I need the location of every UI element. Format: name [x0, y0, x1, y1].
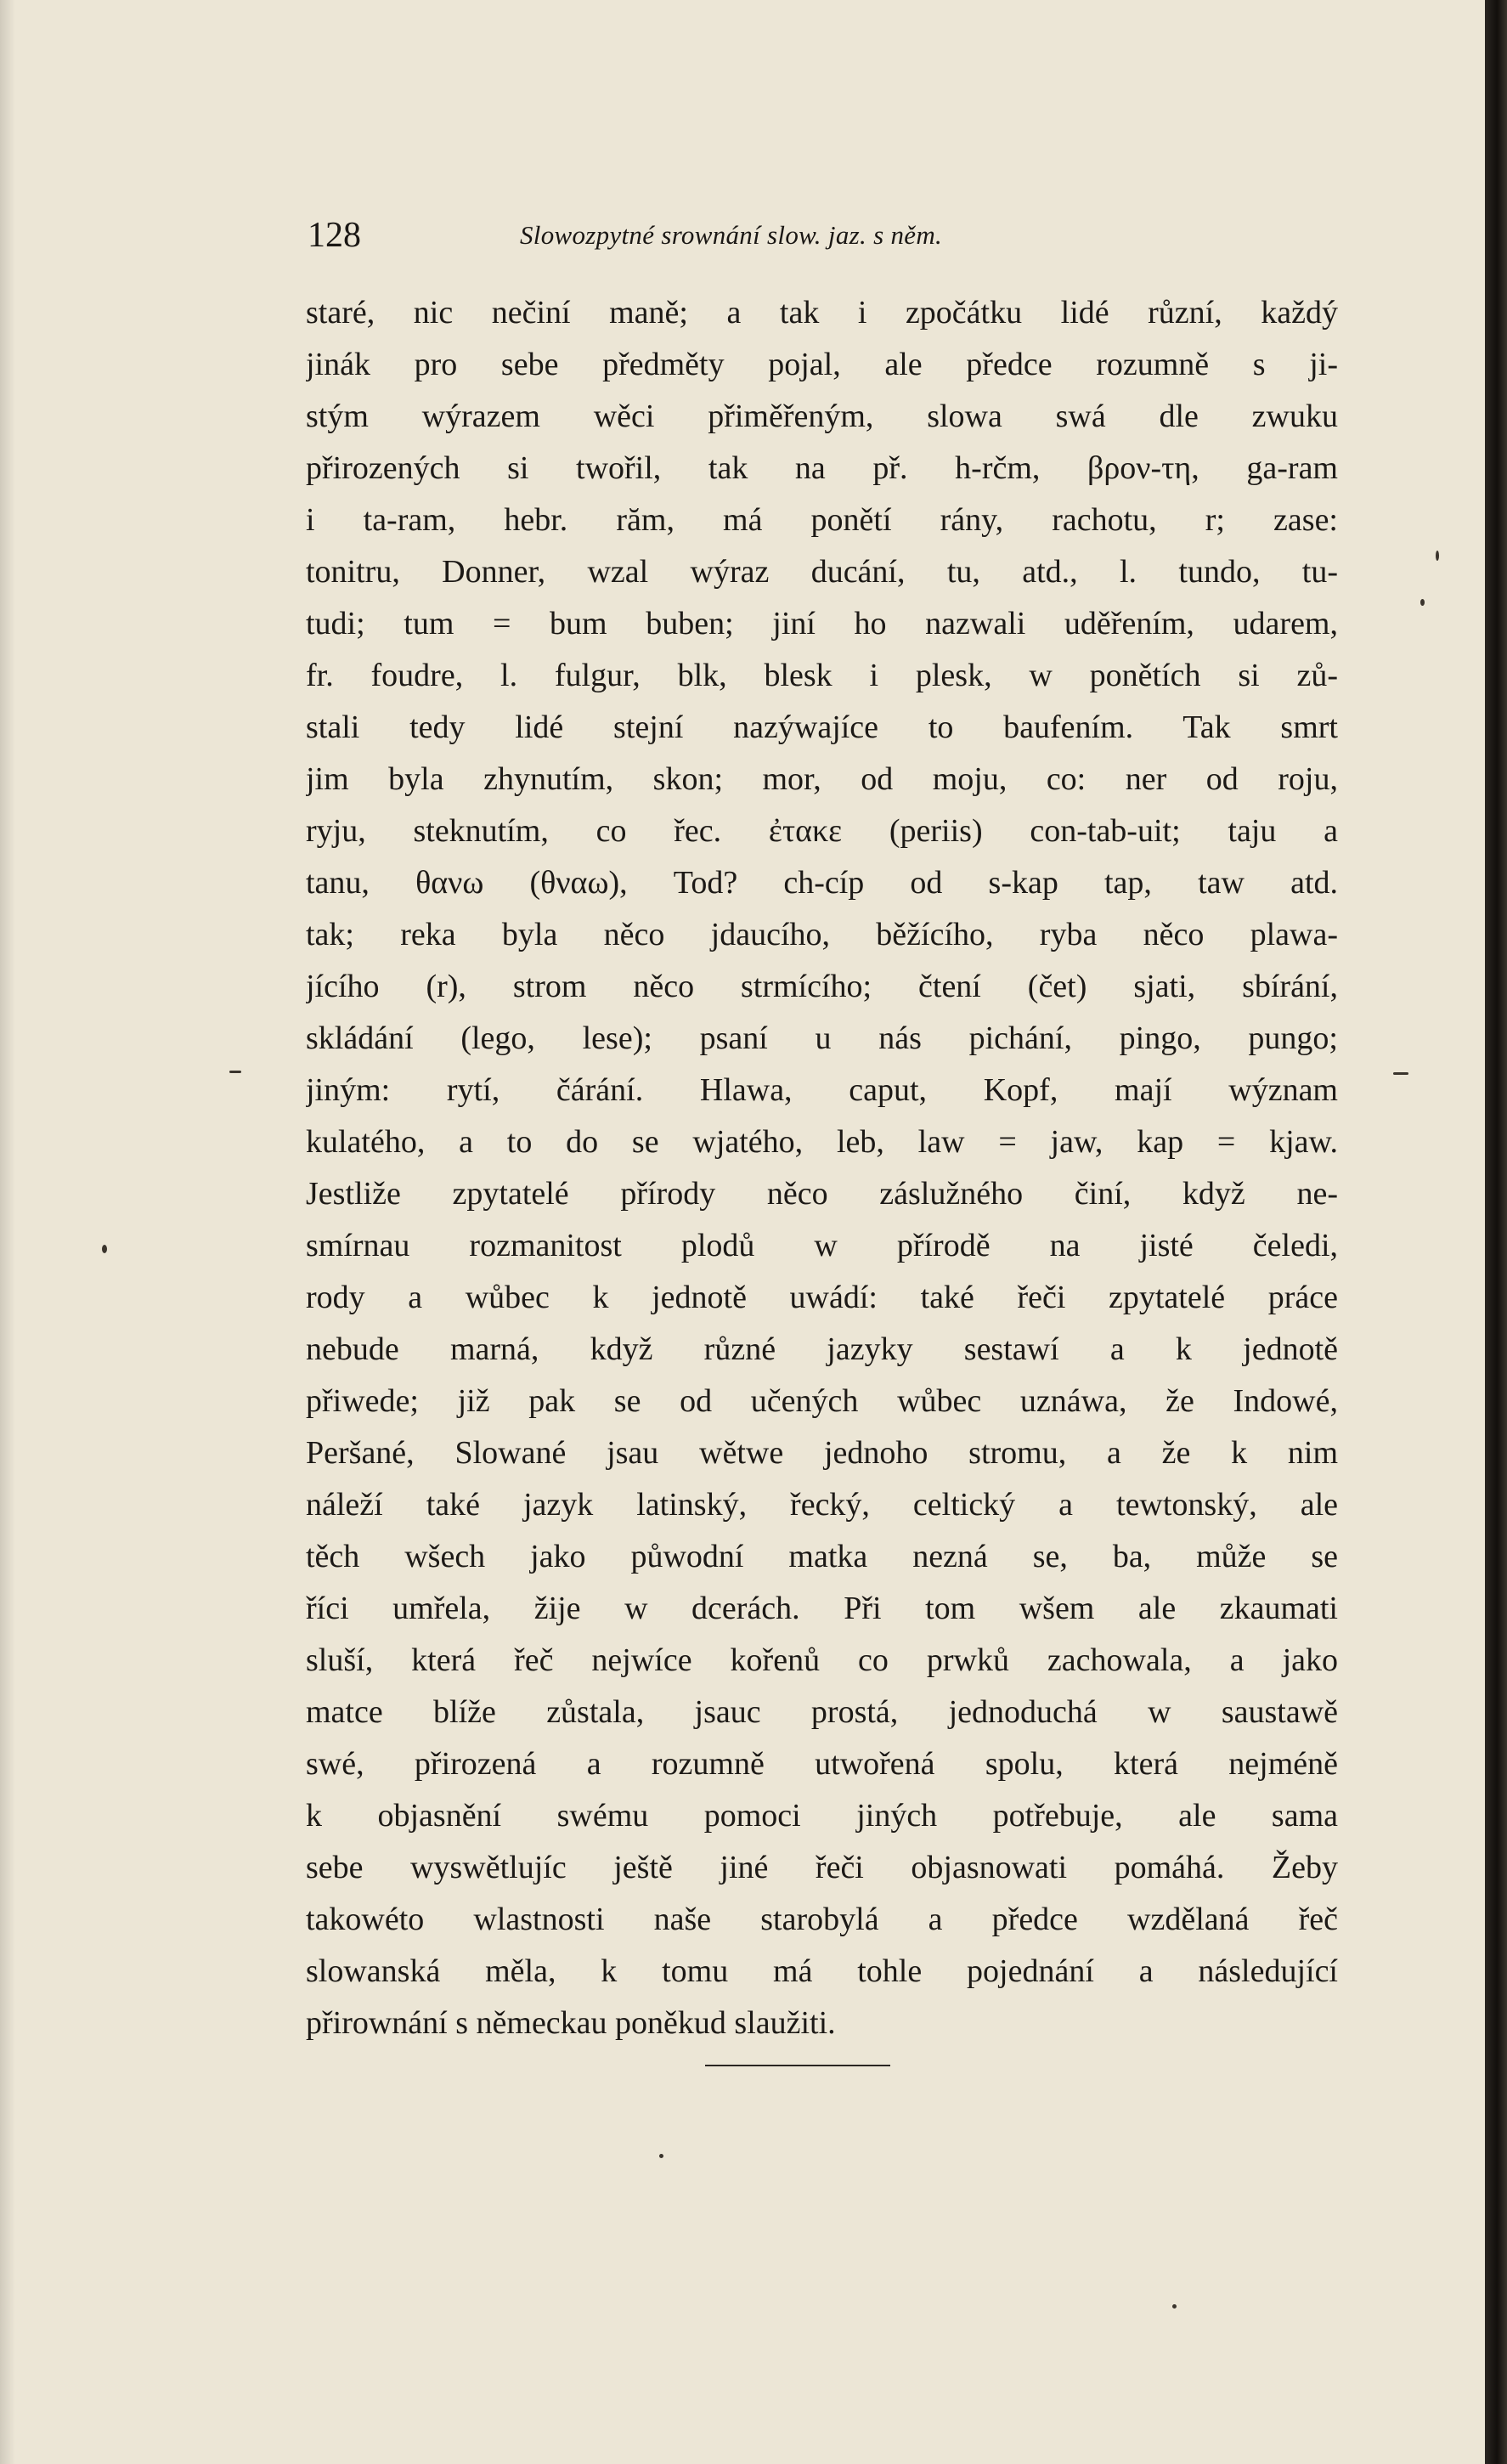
scan-speck	[229, 1071, 241, 1073]
text-line: sluší, která řeč nejwíce kořenů co prwků zachowala, a jako	[306, 1642, 1338, 1678]
text-line: stali tedy lidé stejní nazýwajíce to baufením. Tak smrt	[306, 709, 1338, 745]
page-number: 128	[308, 216, 361, 255]
text-line: nebude marná, když různé jazyky sestawí a k jednotě	[306, 1331, 1338, 1367]
text-line: takowéto wlastnosti naše starobylá a předce wzdělaná řeč	[306, 1902, 1338, 1937]
scan-speck	[1172, 2304, 1177, 2309]
text-line: matce blíže zůstala, jsauc prostá, jednoduchá w saustawě	[306, 1694, 1338, 1730]
text-line: tonitru, Donner, wzal wýraz ducání, tu, atd., l. tundo, tu-	[306, 554, 1338, 590]
page-header	[308, 214, 1174, 257]
page-inner-shadow	[0, 0, 15, 2464]
text-line: jinák pro sebe předměty pojal, ale předce rozumně s ji-	[306, 347, 1338, 382]
text-line: rody a wůbec k jednotě uwádí: také řeči zpytatelé práce	[306, 1280, 1338, 1315]
text-line: říci umřela, žije w dcerách. Při tom wšem ale zkaumati	[306, 1591, 1338, 1626]
scan-speck	[1436, 551, 1439, 561]
text-line: fr. foudre, l. fulgur, blk, blesk i plesk, w ponětích si zů-	[306, 658, 1338, 693]
text-line: Jestliže zpytatelé přírody něco záslužného činí, když ne-	[306, 1176, 1338, 1212]
text-line: sebe wyswětlujíc ještě jiné řeči objasnowati pomáhá. Žeby	[306, 1850, 1338, 1885]
page-edge	[1485, 0, 1507, 2464]
text-line: staré, nic nečiní maně; a tak i zpočátku lidé různí, každý	[306, 295, 1338, 331]
text-line: ryju, steknutím, co řec. ἐτακε (periis) con-tab-uit; taju a	[306, 813, 1338, 849]
text-line: stým wýrazem wěci přiměřeným, slowa swá dle zwuku	[306, 398, 1338, 434]
text-line: Peršané, Slowané jsau wětwe jednoho stromu, a že k nim	[306, 1435, 1338, 1471]
scan-speck	[659, 2154, 663, 2158]
text-line: jiným: rytí, čárání. Hlawa, caput, Kopf, mají wýznam	[306, 1072, 1338, 1108]
text-line: těch wšech jako půwodní matka nezná se, ba, může se	[306, 1539, 1338, 1574]
body-text	[306, 287, 1338, 2049]
text-line: kulatého, a to do se wjatého, leb, law = jaw, kap = kjaw.	[306, 1124, 1338, 1160]
text-line: přirozených si twořil, tak na př. h-rčm, βρον-τη, ga-ram	[306, 450, 1338, 486]
text-line: tanu, θανω (θναω), Tod? ch-cíp od s-kap tap, taw atd.	[306, 865, 1338, 901]
text-line: tak; reka byla něco jdaucího, běžícího, ryba něco plawa-	[306, 917, 1338, 952]
text-line: tudi; tum = bum buben; jiní ho nazwali uděřením, udarem,	[306, 606, 1338, 641]
text-line: swé, přirozená a rozumně utwořená spolu, která nejméně	[306, 1746, 1338, 1782]
text-line: i ta-ram, hebr. răm, má ponětí rány, rachotu, r; zase:	[306, 502, 1338, 538]
text-line: slowanská měla, k tomu má tohle pojednání a následující	[306, 1953, 1338, 1989]
text-line: jícího (r), strom něco strmícího; čtení (čet) sjati, sbírání,	[306, 969, 1338, 1004]
scan-speck	[102, 1245, 107, 1253]
running-title: Slowozpytné srownání slow. jaz. s něm.	[520, 220, 943, 250]
text-line: smírnau rozmanitost plodů w přírodě na jisté čeledi,	[306, 1228, 1338, 1263]
closing-rule	[705, 2065, 890, 2066]
text-line: k objasnění swému pomoci jiných potřebuje, ale sama	[306, 1798, 1338, 1834]
text-line: jim byla zhynutím, skon; mor, od moju, co: ner od roju,	[306, 761, 1338, 797]
text-line: skládání (lego, lese); psaní u nás pichání, pingo, pungo;	[306, 1020, 1338, 1056]
scan-speck	[1420, 599, 1425, 606]
text-line: přiwede; již pak se od učených wůbec uznáwa, že Indowé,	[306, 1383, 1338, 1419]
scan-speck	[1393, 1072, 1408, 1075]
text-line: náleží také jazyk latinský, řecký, celtický a tewtonský, ale	[306, 1487, 1338, 1523]
text-line-final: přirownání s německau poněkud slaužiti.	[306, 2005, 836, 2041]
